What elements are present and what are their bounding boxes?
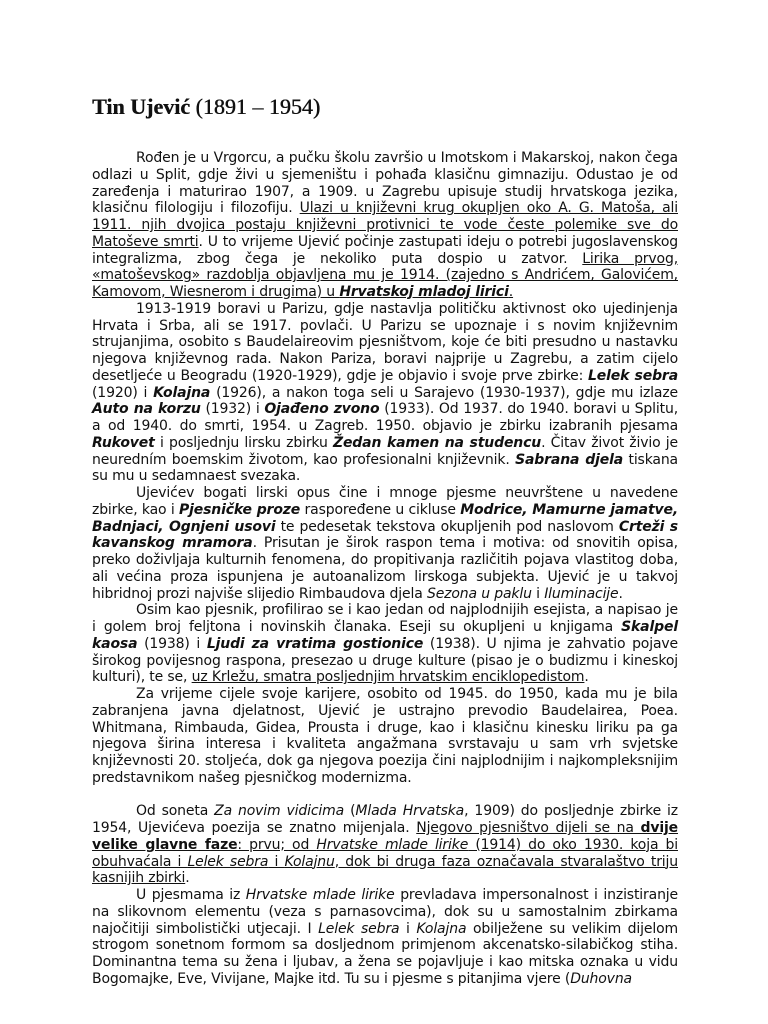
text-run: Modrice, Mamurne jamatve, Badnjaci, Ognjeni usovi <box>92 501 678 535</box>
paragraph <box>92 485 678 602</box>
text-run: 1913-1919 boravi u Parizu, gdje nastavlja političku aktivnost oko ujedinjenja Hrvata i Srba, ali se 1917. povlači. U Parizu se upoznaje i s novim književnim strujanjima, osobito s Baudelaireovim pjesništvom, koje će biti presudno u nastavku njegova književnog rada. Nakon Pariza, boravi najprije u Zagrebu, a zatim cijelo desetljeće u Beogradu (1920-1929), gdje je objavio i svoje prve zbirke: <box>92 300 678 384</box>
text-run: Hrvatskoj mladoj lirici <box>339 284 509 300</box>
text-run: obilježene su velikim dijelom strogom sonetnom formom sa dosljednom primjenom akcenatsko-silabičkog stiha. Dominantna tema su žena i ljubav, a žena se pojavljuje i kao mitska oznaka u vidu Bogomajke, Eve, Vivijane, Majke itd. Tu su i pjesme s pitanjima vjere ( <box>92 920 679 987</box>
text-run: uz Krležu, smatra posljednjim hrvatskim enciklopedistom <box>191 669 585 686</box>
text-run: prevladava impersonalnost i inzistiranje na slikovnom elementu (veza s parnasovcima), dok su u samostalnim zbirkama najočitiji simbolistički utjecaji. I <box>92 887 678 937</box>
text-run: Rođen je u Vrgorcu, a pučku školu završio u Imotskom i Makarskoj, nakon čega odlazi u Split, gdje živi u sjemeništu i pohađa klasičnu gimnaziju. Odustao je od zaređenja i maturirao 1907, a 1909. u Zagrebu upisuje studij hrvatskoga jezika, klasičnu filologiju i filozofiju. <box>92 150 678 217</box>
text-run: Za novim vidicima <box>214 803 345 820</box>
text-run: Za vrijeme cijele svoje karijere, osobito od 1945. do 1950, kada mu je bila zabranjena javna djelatnost, Ujević je ustrajno prevodio Baudelairea, Poea. Whitmana, Rimbauda, Gidea, Prousta i druge, kao i klasičnu kinesku liriku pa ga njegova širina interesa i kvaliteta angažmana svrstavaju u sam vrh svjetske književnosti 20. stoljeća, dok ga njegova poezija čini najplodnijim i najkompleksnijim predstavnikom našeg pjesničkog modernizma. <box>92 686 678 786</box>
text-run: (1938). U njima je zahvatio pojave širokog povijesnog raspona, presezao u druge kulture (pisao je o budizmu i kineskoj kulturi), te se, <box>92 635 678 686</box>
text-run: (1914) do oko 1930. koja bi obuhvaćala i <box>92 836 678 870</box>
paragraph <box>92 803 678 887</box>
text-run: Mlada Hrvatska <box>355 803 465 820</box>
text-run: Lirika prvog, «matoševskog» razdoblja objavljena mu je 1914. (zajedno s Andrićem, Galovićem, Kamovom, Wiesnerom i drugima) u <box>92 250 678 300</box>
paragraph <box>92 301 678 485</box>
text-run: Lelek sebra <box>187 853 269 870</box>
text-run: (1938) i <box>137 635 207 652</box>
text-run: Ojađeno zvono <box>264 401 380 418</box>
text-run: (1920) i <box>92 384 154 401</box>
text-run: Ujevićev bogati lirski opus čine i mnoge pjesme neuvrštene u navedene zbirke, kao i <box>92 485 678 518</box>
text-run: Lelek sebra <box>588 367 678 384</box>
text-run: Ljudi za vratima gostionice <box>206 635 424 652</box>
text-run: Osim kao pjesnik, profilirao se i kao jedan od najplodnijih esejista, a napisao je i golem broj feljtona i novinskih članaka. Eseji su okupljeni u knjigama <box>92 602 678 635</box>
text-run: Hrvatske mlade lirike <box>316 836 469 853</box>
text-run: Kolajna <box>153 384 211 401</box>
text-run: Žedan kamen na studencu <box>332 434 542 451</box>
text-run: Sezona u paklu <box>426 585 532 602</box>
text-run: . U to vrijeme Ujević počinje zastupati ideju o potrebi jugoslavenskog integralizma, zbog čega je nekoliko puta dospio u zatvor. <box>92 233 678 267</box>
text-run: Crteži s kavanskog mramora <box>92 518 678 552</box>
text-run: Skalpel kaosa <box>92 619 678 652</box>
text-run: U pjesmama iz <box>136 887 246 903</box>
text-run: , 1909) do posljednje zbirke iz 1954, Ujevićeva poezija se znatno mijenjala. <box>92 803 678 836</box>
text-run: . <box>508 284 514 300</box>
text-run: , dok bi druga faza označavala stvaralaštvo triju kasnijih zbirki <box>92 853 679 887</box>
text-run: Ulazi u književni krug okupljen oko A. G. Matoša, ali 1911. njih dvojica postaju književni protivnici te vode česte polemike sve do Matoševe smrti <box>92 200 678 250</box>
text-run: : prvu; od <box>237 836 317 853</box>
text-run: i posljednju lirsku zbirku <box>154 434 333 451</box>
text-run: (1933). Od 1937. do 1940. boravi u Splitu, a od 1940. do smrti, 1954. u Zagreb. 1950. objavio je zbirku izabranih pjesama <box>92 401 678 434</box>
text-run: . Prisutan je širok raspon tema i motiva: od snovitih opisa, preko doživljaja kulturnih fenomena, do propitivanja različitih pojava vlastitog doba, ali većina proza ispunjena je autoanalizom lirskoga subjekta. Ujević je u takvoj hibridnoj prozi najviše slijedio Rimbaudova djela <box>92 535 678 602</box>
text-run: . <box>584 669 589 686</box>
text-run: i <box>531 585 545 602</box>
text-run: (1926), a nakon toga seli u Sarajevo (1930-1937), gdje mu izlaze <box>210 384 678 401</box>
text-run: Iluminacije <box>544 585 619 602</box>
title-years: (1891 – 1954) <box>195 94 321 119</box>
paragraph <box>92 686 678 787</box>
text-run: ( <box>344 803 356 820</box>
page-title <box>92 93 320 121</box>
text-run: . <box>618 585 623 602</box>
document-body <box>92 150 678 988</box>
text-run: . Čitav život živio je neuredním boemskim životom, kao profesionalni književnik. <box>92 434 679 468</box>
text-run: . <box>185 870 190 887</box>
title-name: Tin Ujević <box>92 94 190 119</box>
paragraph <box>92 150 678 301</box>
text-run: Lelek sebra <box>318 920 400 937</box>
text-run: Sabrana djela <box>515 451 624 468</box>
text-run: Hrvatske mlade lirike <box>245 887 395 903</box>
text-run: Duhovna <box>570 970 632 987</box>
text-run: Od soneta <box>136 803 215 820</box>
text-run: Auto na korzu <box>92 401 201 418</box>
text-run: Rukovet <box>92 434 155 451</box>
text-run: Pjesničke proze <box>178 501 301 518</box>
text-run: tiskana su mu u sedamnaest svezaka. <box>92 451 678 485</box>
text-run: dvije velike glavne faze <box>92 820 678 853</box>
text-run: Kolajna <box>416 920 467 937</box>
text-run: Kolajnu <box>284 853 335 870</box>
paragraph <box>92 602 678 686</box>
text-run: (1932) i <box>200 401 265 418</box>
text-run: Njegovo pjesništvo dijeli se na <box>416 820 641 836</box>
text-run: i <box>268 853 285 870</box>
text-run: raspoređene u cikluse <box>300 501 461 518</box>
text-run: te pedesetak tekstova okupljenih pod naslovom <box>275 518 619 535</box>
text-run: i <box>399 920 417 937</box>
paragraph <box>92 887 678 988</box>
